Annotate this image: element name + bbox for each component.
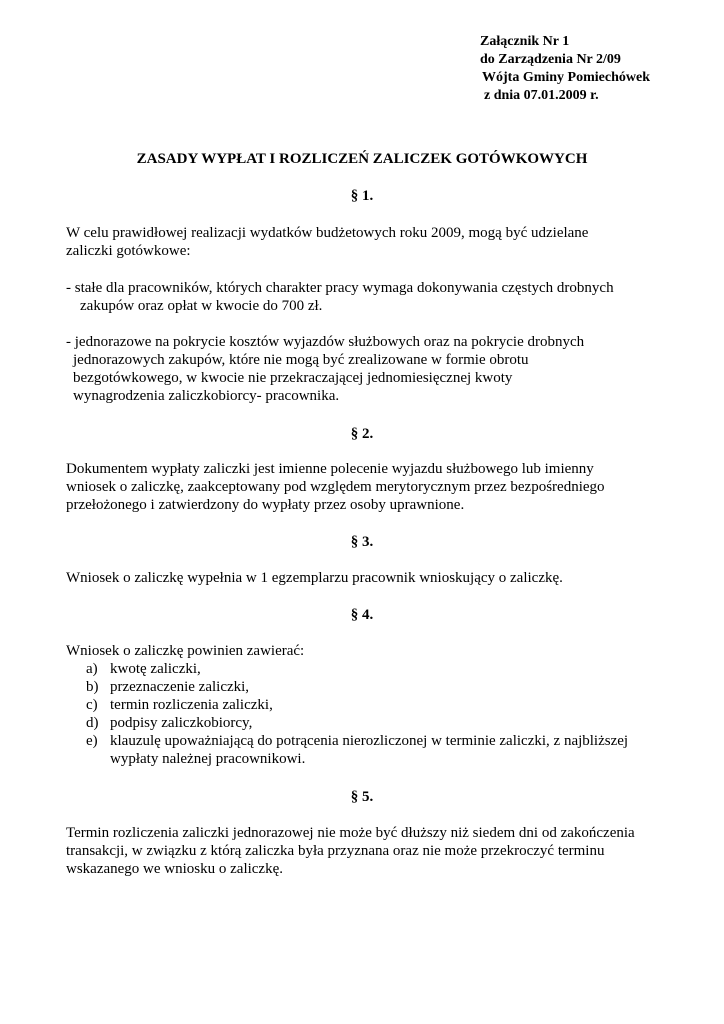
text-line: W celu prawidłowej realizacji wydatków budżetowych roku 2009, mogą być udzielane (66, 225, 589, 241)
list-item (86, 660, 686, 678)
section-2-text (66, 460, 686, 514)
section-1-item-1 (66, 279, 686, 315)
list-marker: e) (86, 733, 98, 749)
list-item (86, 732, 686, 768)
text-line: Wniosek o zaliczkę powinien zawierać: (66, 643, 305, 659)
text-line: Dokumentem wypłaty zaliczki jest imienne polecenie wyjazdu służbowego lub imienny (66, 461, 594, 477)
list-item-continuation: wypłaty należnej pracownikowi. (110, 751, 306, 767)
section-4-list (86, 660, 686, 768)
annex-ordinance: do Zarządzenia Nr 2/09 (480, 52, 621, 67)
text-line: Wniosek o zaliczkę wypełnia w 1 egzemplarzu pracownik wnioskujący o zaliczkę. (66, 570, 563, 586)
list-item-text: klauzulę upoważniającą do potrącenia nierozliczonej w terminie zaliczki, z najbliższej (110, 733, 629, 749)
text-line: zaliczki gotówkowe: (66, 243, 191, 259)
section-3-heading: § 3. (350, 534, 374, 550)
text-line: wniosek o zaliczkę, zaakceptowany pod względem merytorycznym przez bezpośredniego (66, 479, 605, 495)
list-item-text: termin rozliczenia zaliczki, (110, 697, 273, 713)
text-line: wynagrodzenia zaliczkobiorcy- pracownika. (73, 388, 340, 404)
annex-number: Załącznik Nr 1 (480, 34, 570, 49)
section-1-heading: § 1. (350, 188, 374, 204)
list-marker: d) (86, 715, 99, 731)
section-5-text (66, 824, 686, 878)
section-4-heading: § 4. (350, 607, 374, 623)
annex-issuer: Wójta Gminy Pomiechówek (482, 70, 650, 85)
list-item-text: kwotę zaliczki, (110, 661, 201, 677)
text-line: wskazanego we wniosku o zaliczkę. (66, 861, 284, 877)
text-line: zakupów oraz opłat w kwocie do 700 zł. (80, 298, 323, 314)
text-line: - stałe dla pracowników, których charakter pracy wymaga dokonywania częstych drobnych (66, 280, 614, 296)
section-3-text (66, 569, 686, 587)
list-item (86, 696, 686, 714)
document-title: ZASADY WYPŁAT I ROZLICZEŃ ZALICZEK GOTÓWKOWYCH (136, 151, 588, 167)
list-marker: c) (86, 697, 98, 713)
list-marker: b) (86, 679, 99, 695)
list-item-text: przeznaczenie zaliczki, (110, 679, 250, 695)
annex-header (480, 33, 650, 105)
text-line: Termin rozliczenia zaliczki jednorazowej nie może być dłuższy niż siedem dni od zakończenia (66, 825, 635, 841)
list-marker: a) (86, 661, 98, 677)
text-line: bezgotówkowego, w kwocie nie przekraczającej jednomiesięcznej kwoty (73, 370, 513, 386)
annex-date: z dnia 07.01.2009 r. (484, 88, 599, 103)
text-line: przełożonego i zatwierdzony do wypłaty przez osoby uprawnione. (66, 497, 465, 513)
section-4-intro (66, 642, 686, 660)
section-2-heading: § 2. (350, 426, 374, 442)
list-item (86, 678, 686, 696)
list-item (86, 714, 686, 732)
text-line: jednorazowych zakupów, które nie mogą być zrealizowane w formie obrotu (73, 352, 529, 368)
section-5-heading: § 5. (350, 789, 374, 805)
text-line: transakcji, w związku z którą zaliczka była przyznana oraz nie może przekroczyć terminu (66, 843, 605, 859)
section-1-intro (66, 224, 686, 260)
section-1-item-2 (66, 333, 686, 405)
text-line: - jednorazowe na pokrycie kosztów wyjazdów służbowych oraz na pokrycie drobnych (66, 334, 585, 350)
list-item-text: podpisy zaliczkobiorcy, (110, 715, 253, 731)
